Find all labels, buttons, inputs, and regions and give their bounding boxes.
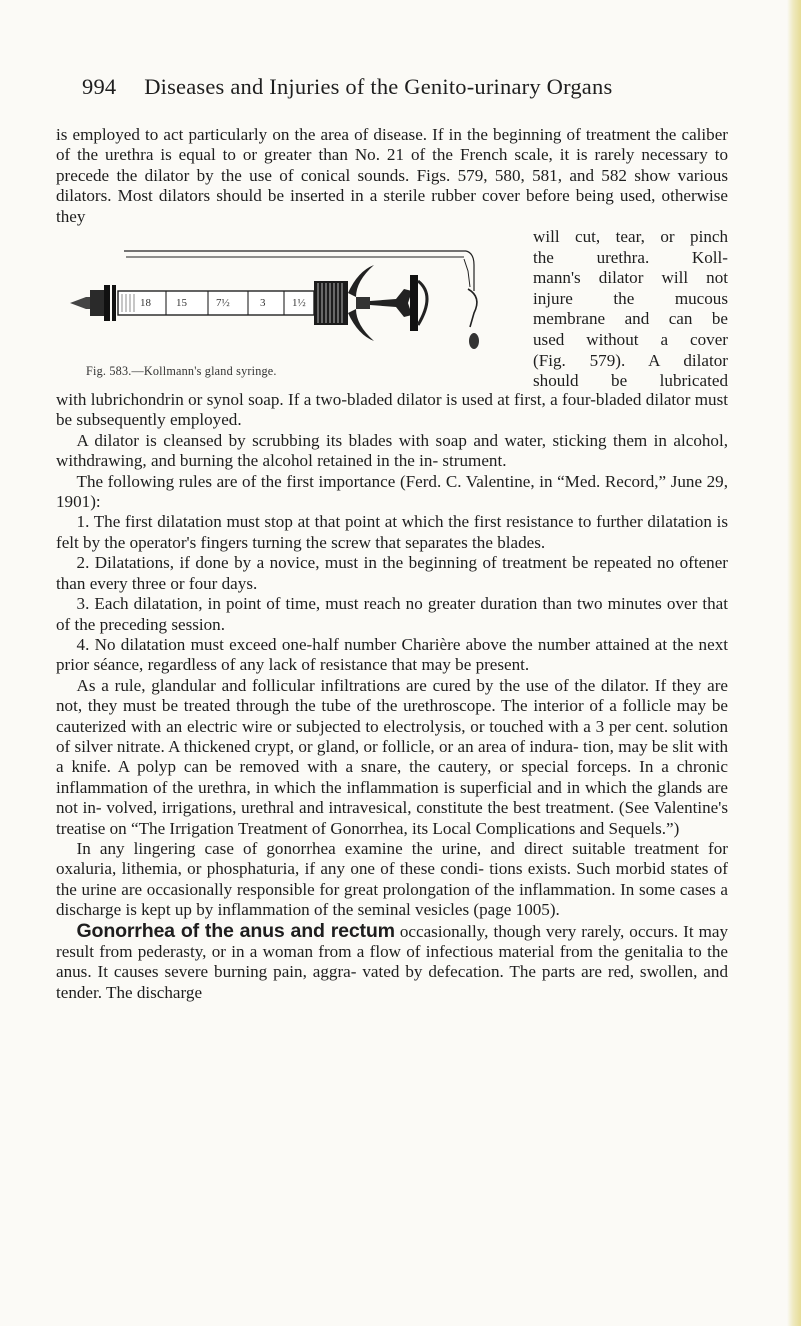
wrap-line: used without a cover [533, 330, 728, 349]
paragraph-lingering-case: In any lingering case of gonorrhea examine the urine, and direct suitable treatment for oxaluria, lithemia, or phosphaturia, if any one of these condi- tions exists. Such morbid states of the urine are occasionally responsible for great prolongation of the inflammation. In some cases a discharge is kept up by inflammation of the seminal vesicles (page 1005). [56, 838, 728, 920]
wrap-line: should be lubricated [533, 371, 728, 391]
running-header [82, 74, 722, 100]
paragraph-rules-intro: The following rules are of the first importance (Ferd. C. Valentine, in “Med. Record,” June 29, 1901): [56, 471, 728, 512]
paragraph-anus-rectum [56, 921, 728, 1004]
scale-mark-2: 15 [176, 297, 187, 310]
rule-3: 3. Each dilatation, in point of time, must reach no greater duration than two minutes over that of the preceding session. [56, 594, 728, 634]
wrap-line: (Fig. 579). A dilator [533, 350, 728, 370]
rule-4: 4. No dilatation must exceed one-half number Charière above the number attained at the next prior séance, regardless of any lack of resistance that may be present. [56, 634, 728, 675]
wrap-line: injure the mucous [533, 288, 728, 308]
running-title: Diseases and Injuries of the Genito-urinary Organs [144, 74, 613, 99]
rule-2: 2. Dilatations, if done by a novice, must in the beginning of treatment be repeated no oftener than every three or four days. [56, 553, 728, 593]
paragraph-dilators: is employed to act particularly on the area of disease. If in the beginning of treatment the caliber of the urethra is equal to or greater than No. 21 of the French scale, it is rarely necessary to precede the dilator by the use of conical sounds. Figs. 579, 580, 581, and 582 show various dilators. Most dilators should be inserted in a sterile rubber cover before being used, otherwise they [56, 125, 728, 226]
wrap-line: mann's dilator will not [533, 268, 728, 288]
section-text: occasionally, though very rarely, occurs. It may result from pederasty, or in a woman from a flow of infectious material from the genitalia to the anus. It causes severe burning pain, aggra- vated by defecation. The parts are red, swollen, and tender. The discharge [56, 921, 729, 1002]
rule-1: 1. The first dilatation must stop at that point at which the first resistance to further dilatation is felt by the operator's fingers turning the screw that separates the blades. [56, 512, 728, 552]
section-heading: Gonorrhea of the anus and rectum [76, 919, 395, 942]
scale-mark-5: 1½ [292, 297, 306, 310]
figure-wrap-text [533, 227, 728, 392]
figure-583 [56, 235, 526, 375]
figure-caption: Fig. 583.—Kollmann's gland syringe. [86, 364, 277, 379]
scale-mark-3: 7½ [216, 297, 230, 310]
figure-block [56, 227, 728, 390]
body-text [56, 125, 728, 1003]
scale-mark-4: 3 [260, 297, 266, 310]
kollmann-gland-syringe-illustration [56, 235, 526, 375]
paragraph-infiltrations: As a rule, glandular and follicular infiltrations are cured by the use of the dilator. If they are not, they must be treated through the tube of the urethroscope. The interior of a follicle may be cauterized with an electric wire or subjected to electrolysis, or touched with a 3 per cent. solution of silver nitrate. A thickened crypt, or gland, or follicle, or an area of indura- tion, may be slit with a knife. A polyp can be removed with a snare, the cautery, or special forceps. In a chronic inflammation of the urethra, in which the inflammation is superficial and in which the glands are not in- volved, irrigations, urethral and intravesical, constitute the best treatment. (See Valentine's treatise on “The Irrigation Treatment of Gonorrhea, its Local Complications and Sequels.”) [56, 675, 728, 838]
page-edge [787, 0, 801, 1326]
scale-mark-1: 18 [140, 297, 151, 310]
wrap-line: membrane and can be [533, 309, 728, 329]
wrap-line: will cut, tear, or pinch [533, 227, 728, 247]
wrap-line: the urethra. Koll- [533, 247, 728, 267]
page-number: 994 [82, 74, 117, 99]
paragraph-cleansing: A dilator is cleansed by scrubbing its blades with soap and water, sticking them in alcohol, withdrawing, and burning the alcohol retained in the in- strument. [56, 430, 728, 471]
paragraph-lubrication: with lubrichondrin or synol soap. If a two-bladed dilator is used at first, a four-bladed dilator must be subsequently employed. [56, 390, 728, 430]
